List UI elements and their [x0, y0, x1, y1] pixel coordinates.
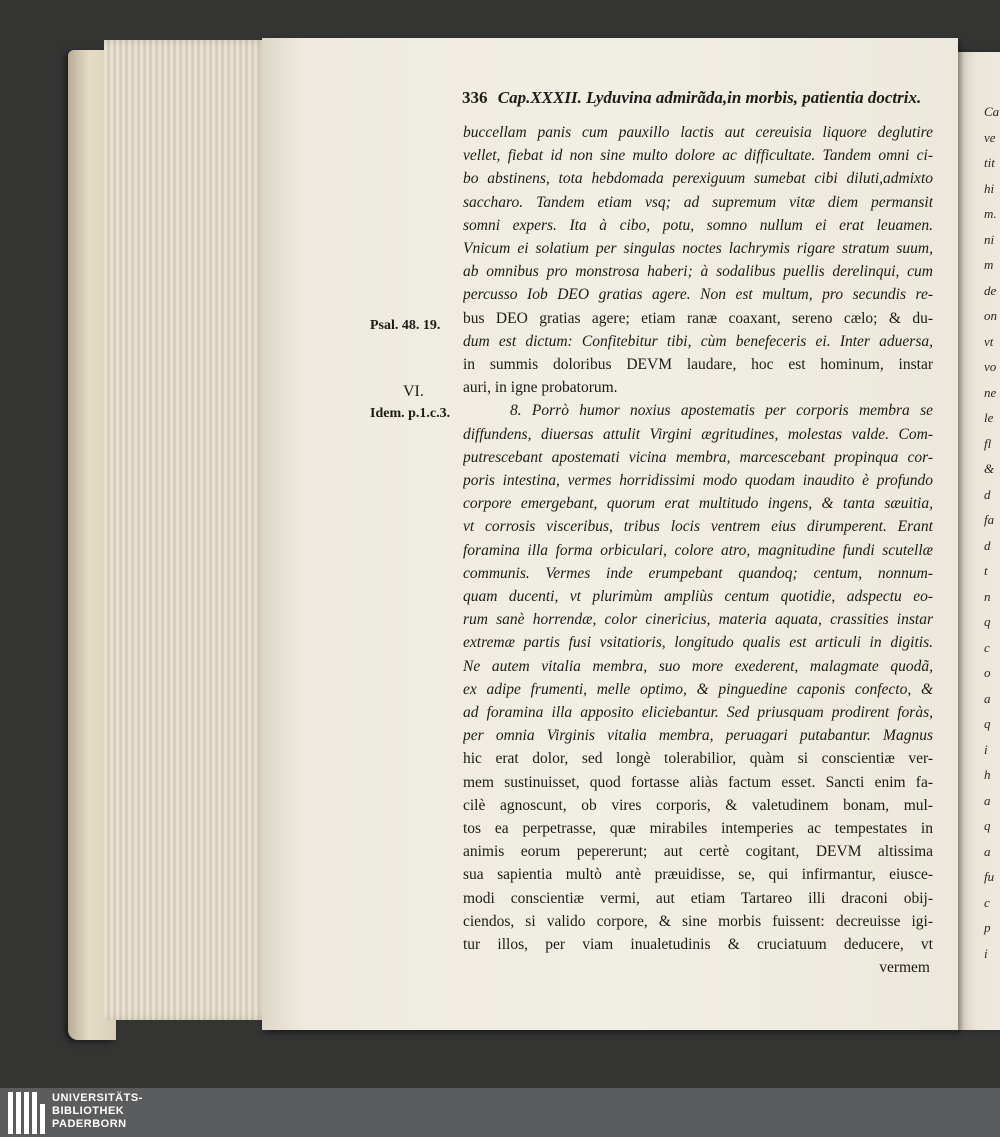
text-line: sua sapientia multò antè præuidisse, se, qui infirmantur, eiusce- [463, 866, 933, 884]
text-line: vt corrosis visceribus, tribus locis ventrem eius dirumperent. Erant [463, 518, 933, 536]
text-line: bus DEO gratias agere; etiam ranæ coaxant, sereno cælo; & du- [463, 309, 933, 327]
text-line: vellet, fiebat id non sine multo dolore ac difficultate. Tandem omni ci- [463, 147, 933, 165]
text-line: ad foramina illa apposito eliciebantur. Sed priusquam prodirent foràs, [463, 704, 933, 721]
page-number: 336 [462, 88, 488, 107]
running-head [462, 88, 962, 108]
facing-page-fragment: & [984, 461, 995, 476]
text-line: Ne autem vitalia membra, suo more exederent, malagmate quodã, [463, 657, 933, 675]
facing-page-fragment: t [984, 563, 988, 578]
text-line: tos ea perpetrasse, quæ mirabiles intemperies ac tempestates in [463, 820, 933, 837]
library-name [52, 1092, 143, 1131]
text-line: buccellam panis cum pauxillo lactis aut cereuisia liquore deglutire [463, 124, 933, 141]
facing-page-fragment: on [984, 308, 997, 323]
text-line: tur illos, per viam inualetudinis & cruciatuum deducere, vt [463, 936, 933, 953]
text-line: foramina illa forma orbiculari, colore atro, magnitudine fundi scutellæ [463, 541, 933, 559]
text-line: animis eorum pepererunt; aut certè cogitant, DEVM altissima [463, 843, 933, 861]
text-line: auri, in igne probatorum. [463, 379, 618, 397]
facing-page-fragment: d [984, 537, 991, 553]
library-logo-icon [8, 1092, 46, 1134]
facing-page-fragment: o [984, 665, 991, 680]
text-line: quam ducenti, vt plurimùm ampliùs centum quotidie, adspectu eo- [463, 588, 933, 605]
facing-page-fragment: c [984, 894, 990, 910]
text-line: modi conscientiæ vermi, aut etiam Tartareo illi draconi obij- [463, 889, 933, 907]
facing-page-fragment: Ca [984, 104, 1000, 119]
text-line: ex adipe frumenti, melle optimo, & pinguedine caponis confecto, & [463, 680, 933, 698]
running-head-title: Cap.XXXII. Lyduvina admirãda,in morbis, patientia doctrix. [497, 88, 922, 107]
library-name-line2: BIBLIOTHEK [52, 1105, 125, 1117]
text-line: diffundens, diuersas attulit Virgini ægritudines, molestas valde. Com- [463, 425, 933, 443]
section-number: VI. [403, 383, 424, 400]
facing-page-fragment: m. [984, 206, 997, 221]
library-name-line1: UNIVERSITÄTS- [52, 1092, 143, 1104]
facing-page-fragment: a [984, 792, 991, 808]
text-line: rum sanè horrendæ, color cinericius, materia aquata, crassities instar [463, 611, 933, 629]
text-line: bo abstinens, tota hebdomada perexiguum sumebat cibi diluti,admixto [463, 170, 933, 188]
facing-page-fragment: fu [984, 869, 995, 884]
text-line: mem sustinuisset, quod fortasse aliàs factum esset. Sancti enim fa- [463, 773, 933, 791]
facing-page-fragment: q [984, 614, 991, 629]
library-footer [0, 1088, 1000, 1137]
facing-page-fragment: q [984, 716, 991, 731]
text-line: per omnia Virginis vitalia membra, peruagari putabantur. Magnus [463, 727, 933, 745]
facing-page-fragment: fa [984, 512, 995, 527]
text-line: communis. Vermes inde erumpebant quandoq; centum, nonnum- [463, 564, 933, 582]
page-block-edges [104, 40, 280, 1020]
facing-page-fragment: d [984, 486, 991, 502]
facing-page-fragment: vt [984, 333, 994, 349]
facing-page-fragment: h [984, 767, 991, 782]
facing-page-fragment: fl [984, 435, 992, 451]
facing-page-fragment: m [984, 257, 994, 272]
margin-note-idem: Idem. p.1.c.3. [370, 406, 451, 421]
text-line: extremæ partis fusi vsitatioris, longitudo qualis est articuli in digitis. [463, 634, 933, 652]
facing-page-fragment: de [984, 282, 997, 298]
library-name-line3: PADERBORN [52, 1118, 127, 1130]
facing-page-fragment: tit [984, 155, 995, 170]
text-line: corpore emergebant, quorum erat multitudo ingens, & tanta sæuitia, [463, 495, 933, 513]
facing-page-fragment: ne [984, 384, 997, 400]
text-line: vermem [879, 959, 930, 977]
text-line: hic erat dolor, sed longè tolerabilior, quàm si conscientiæ ver- [463, 750, 933, 768]
text-line: dum est dictum: Confitebitur tibi, cùm benefeceris ei. Inter aduersa, [463, 332, 933, 350]
facing-page-fragment: i [984, 945, 988, 961]
text-line: ciendos, si valido corpore, & sine morbis fuissent: decreuisse igi- [463, 912, 933, 930]
facing-page-fragment: p [984, 920, 991, 935]
facing-page-fragment: a [984, 690, 991, 706]
text-line: putrescebant apostemati vicina membra, marcescebant propinqua cor- [463, 448, 933, 466]
facing-page-fragment: a [984, 843, 991, 859]
margin-note-psalm: Psal. 48. 19. [370, 318, 441, 333]
facing-page-edge [958, 52, 1000, 1030]
facing-page-fragment: vo [984, 359, 997, 374]
text-line: poris intestina, vermes horridissimi modo quodam inaudito è profundo [463, 472, 933, 489]
facing-page-fragment: hi [984, 180, 995, 196]
facing-page-fragment: i [984, 741, 988, 757]
facing-page-fragment: le [984, 410, 994, 425]
text-line: cilè agnoscunt, ob vires corporis, & valetudinem bonam, mul- [463, 796, 933, 814]
facing-page-fragment: ve [984, 129, 996, 145]
text-line: 8. Porrò humor noxius apostematis per corporis membra se [510, 402, 933, 420]
text-line: percusso Iob DEO gratias agere. Non est multum, pro secundis re- [463, 286, 933, 304]
facing-page-fragment: ni [984, 231, 995, 247]
text-line: in summis doloribus DEVM laudare, hoc est hominum, instar [463, 356, 933, 373]
facing-page-fragment: c [984, 639, 990, 655]
facing-page-fragment: q [984, 818, 991, 833]
text-line: saccharo. Tandem etiam vsq; ad supremum vitæ diem permansit [463, 193, 933, 211]
text-line: somni expers. Ita à cibo, potu, somno nullum ei erat leuamen. [463, 216, 933, 234]
facing-page-fragment: n [984, 588, 991, 604]
text-line: ab omnibus pro monstrosa haberi; à sodalibus puellis derelinqui, cum [463, 263, 933, 281]
text-line: Vnicum ei solatium per singulas noctes lachrymis rigare stratum suum, [463, 240, 933, 257]
